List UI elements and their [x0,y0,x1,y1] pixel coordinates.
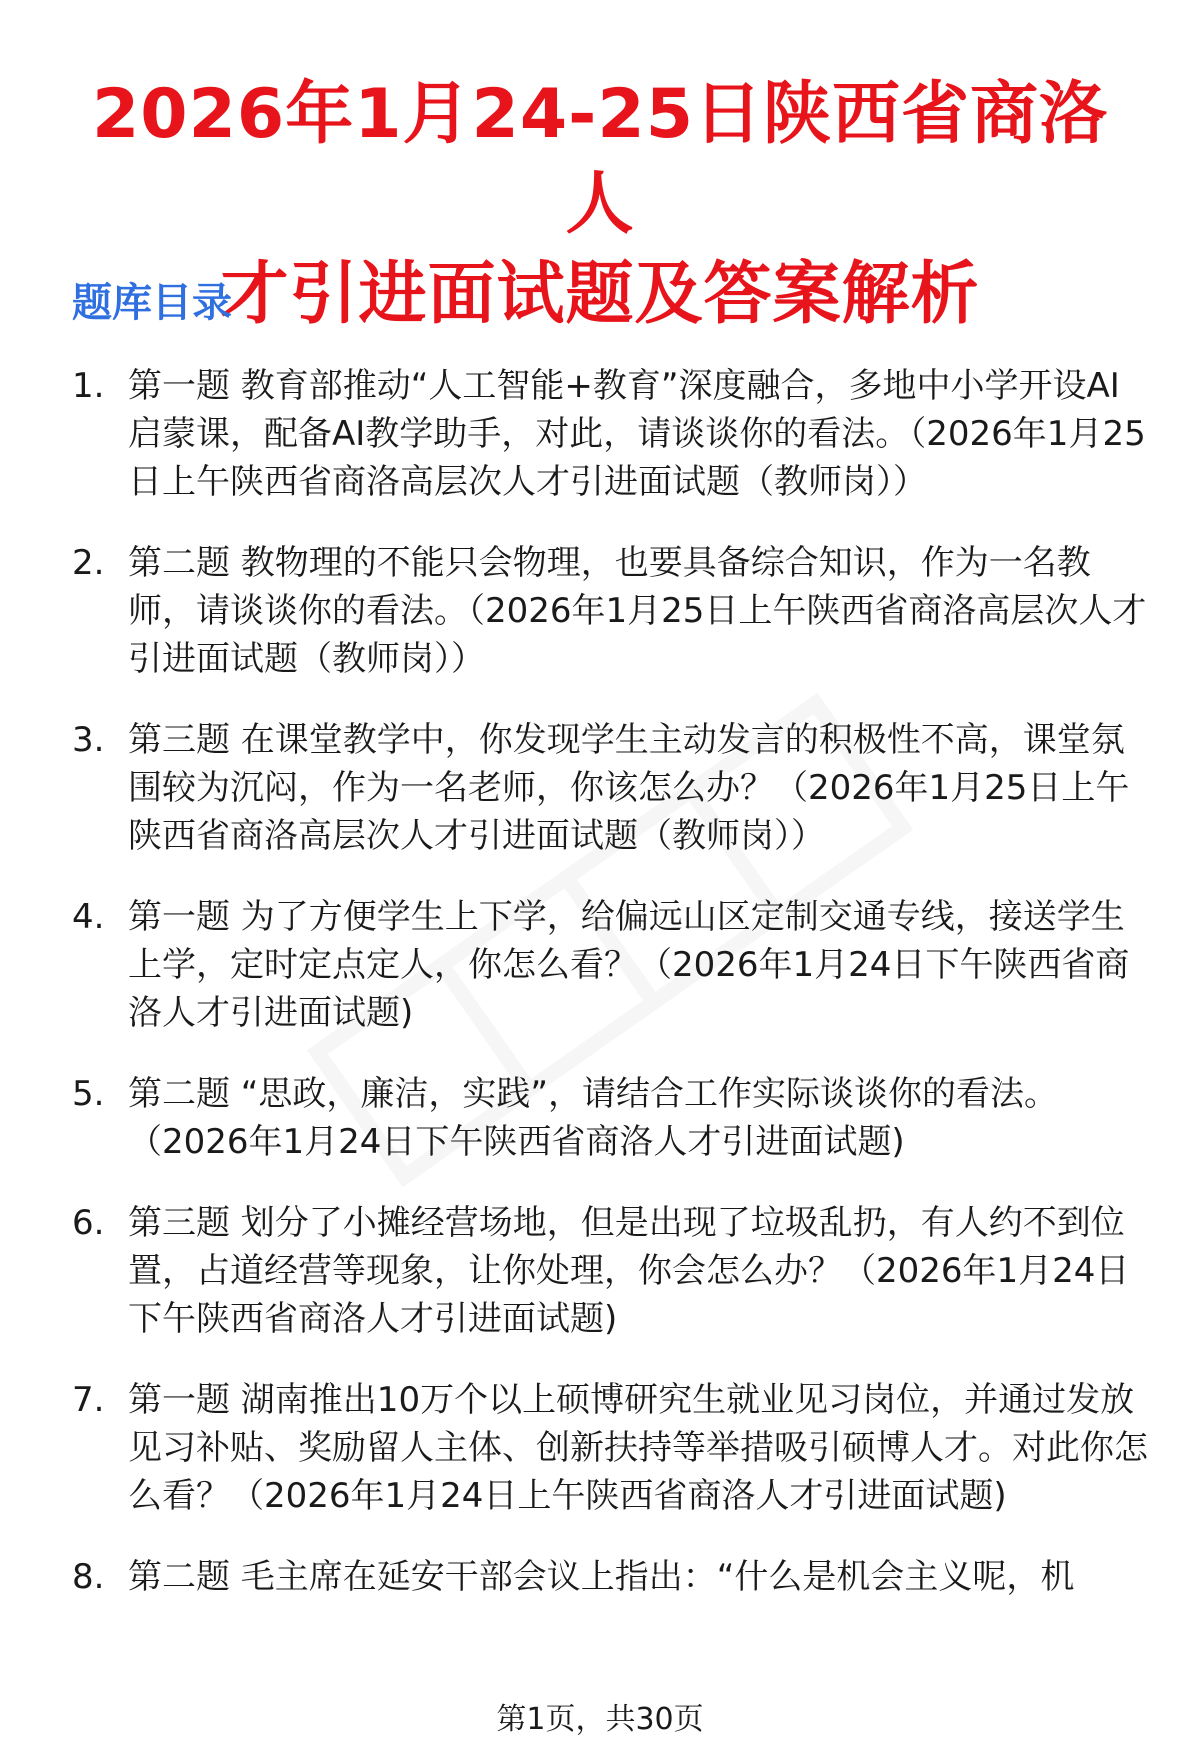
item-text: 第三题 划分了小摊经营场地，但是出现了垃圾乱扔，有人约不到位置，占道经营等现象，让你处理，你会怎么办？（2026年1月24日下午陕西省商洛人才引进面试题) [128,1203,1130,1339]
item-text: 第二题 “思政，廉洁，实践”，请结合工作实际谈谈你的看法。（2026年1月24日下午陕西省商洛人才引进面试题) [128,1074,1059,1162]
item-number: 2. [72,543,105,583]
item-text: 第二题 教物理的不能只会物理，也要具备综合知识，作为一名教师，请谈谈你的看法。（2026年1月25日上午陕西省商洛高层次人才引进面试题（教师岗）） [128,543,1147,679]
item-text: 第二题 毛主席在延安干部会议上指出：“什么是机会主义呢，机 [128,1557,1075,1597]
page-footer: 第1页，共30页 [496,1702,704,1737]
title-line-2: 才引进面试题及答案解析 [220,255,980,334]
item-text: 第一题 教育部推动“人工智能+教育”深度融合，多地中小学开设AI启蒙课，配备AI教学助手，对此，请谈谈你的看法。（2026年1月25日上午陕西省商洛高层次人才引进面试题（教师岗）） [128,366,1146,502]
list-item [72,1199,1152,1343]
list-item [72,362,1152,506]
title-line-1: 2026年1月24-25日陕西省商洛人 [91,75,1109,244]
list-item [72,1376,1152,1520]
list-item [72,1553,1152,1601]
item-number: 5. [72,1074,105,1114]
section-title: 题库目录 [72,280,232,326]
item-number: 8. [72,1557,105,1597]
item-number: 1. [72,366,105,406]
item-text: 第一题 湖南推出10万个以上硕博研究生就业见习岗位，并通过发放见习补贴、奖励留人主体、创新扶持等举措吸引硕博人才。对此你怎么看？（2026年1月24日上午陕西省商洛人才引进面试题) [128,1380,1148,1516]
item-text: 第一题 为了方便学生上下学，给偏远山区定制交通专线，接送学生上学，定时定点定人，你怎么看？（2026年1月24日下午陕西省商洛人才引进面试题) [128,897,1130,1033]
list-item [72,539,1152,683]
item-number: 3. [72,720,105,760]
list-item [72,1070,1152,1166]
list-item [72,716,1152,860]
item-number: 7. [72,1380,105,1420]
item-text: 第三题 在课堂教学中，你发现学生主动发言的积极性不高，课堂氛围较为沉闷，作为一名老师，你该怎么办？（2026年1月25日上午陕西省商洛高层次人才引进面试题（教师岗）） [128,720,1130,856]
item-number: 6. [72,1203,105,1243]
list-item [72,893,1152,1037]
question-list [72,362,1152,1634]
item-number: 4. [72,897,105,937]
